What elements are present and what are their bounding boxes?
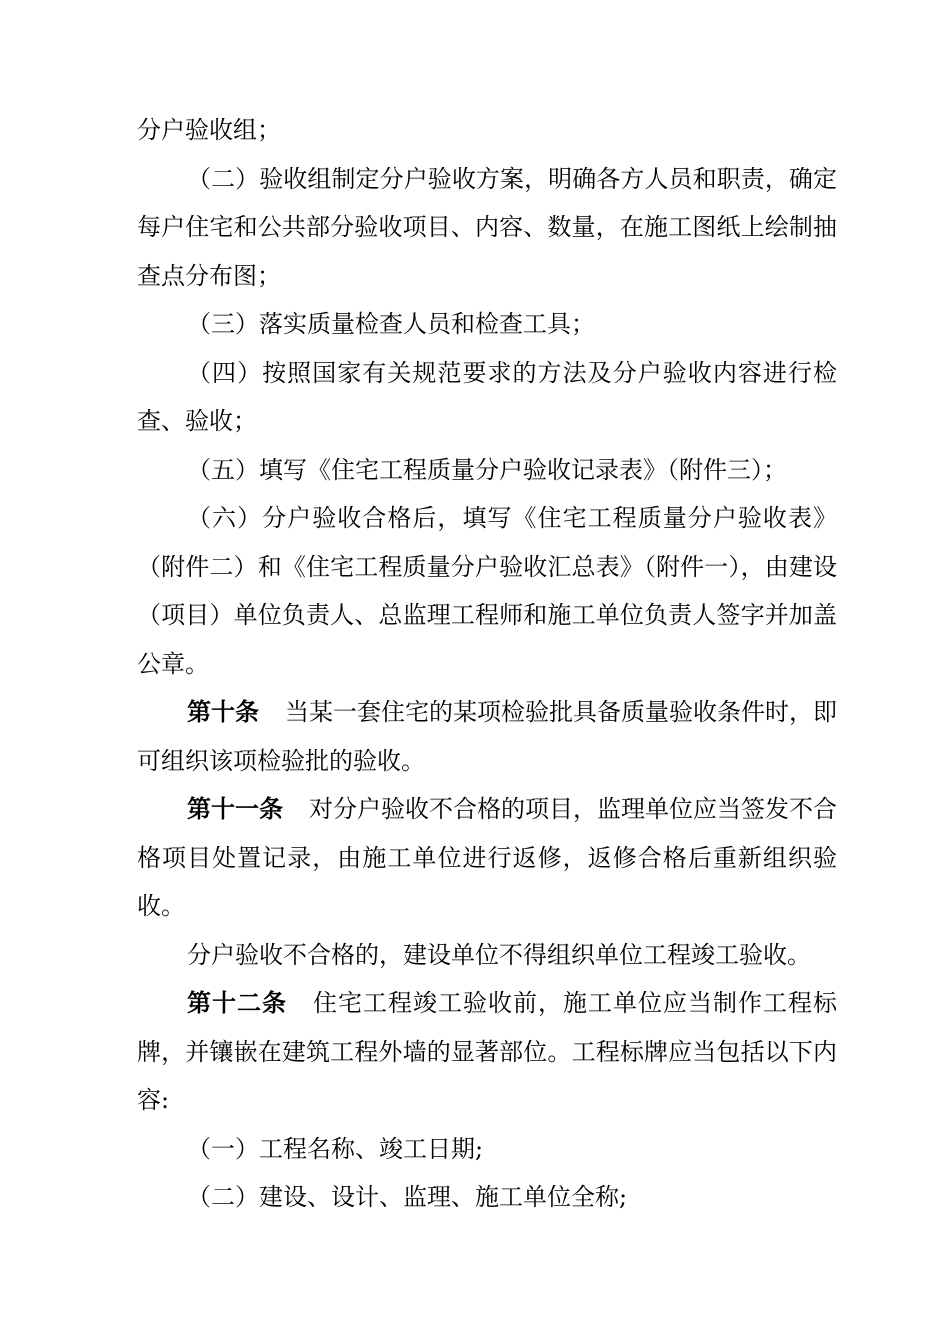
paragraph-text: （一）工程名称、竣工日期; [187,1134,484,1163]
paragraph-item-6-sign-seal [137,494,837,688]
article-11 [137,785,837,931]
article-text: 对分户验收不合格的项目，监理单位应当签发不合格项目处置记录，由施工单位进行返修，返修合格后重新组织验收。 [137,795,837,920]
paragraph-item-3-inspectors [137,300,837,349]
paragraph-text: （二）验收组制定分户验收方案，明确各方人员和职责，确定每户住宅和公共部分验收项目、内容、数量，在施工图纸上绘制抽查点分布图； [137,164,837,290]
article-title: 第十一条 [187,795,283,823]
paragraph-text: 分户验收组； [137,116,281,144]
document-body [137,106,837,1222]
paragraph-text: （二）建设、设计、监理、施工单位全称; [187,1183,628,1211]
paragraph-item-1-project-name [137,1125,837,1174]
article-text: 当某一套住宅的某项检验批具备质量验收条件时，即可组织该项检验批的验收。 [137,698,837,775]
article-12 [137,979,837,1125]
paragraph-item-2-plan [137,155,837,301]
paragraph-unqualified-note [137,931,837,980]
article-text: 住宅工程竣工验收前，施工单位应当制作工程标牌，并镶嵌在建筑工程外墙的显著部位。工程标牌应当包括以下内容: [137,989,837,1114]
paragraph-text: （四）按照国家有关规范要求的方法及分户验收内容进行检查、验收； [137,358,837,435]
paragraph-item-5-record-form [137,446,837,495]
paragraph-text: 分户验收不合格的，建设单位不得组织单位工程竣工验收。 [187,940,811,969]
article-10 [137,688,837,785]
article-title: 第十二条 [187,989,287,1017]
article-title: 第十条 [187,698,259,726]
paragraph-item-4-inspection [137,349,837,446]
paragraph-item-2-unit-names [137,1173,837,1222]
paragraph-text: （六）分户验收合格后，填写《住宅工程质量分户验收表》（附件二）和《住宅工程质量分户验收汇总表》（附件一），由建设（项目）单位负责人、总监理工程师和施工单位负责人签字并加盖公章。 [137,504,837,678]
paragraph-acceptance-group [137,106,837,155]
paragraph-text: （三）落实质量检查人员和检查工具； [187,310,595,338]
paragraph-text: （五）填写《住宅工程质量分户验收记录表》（附件三）； [187,455,787,484]
